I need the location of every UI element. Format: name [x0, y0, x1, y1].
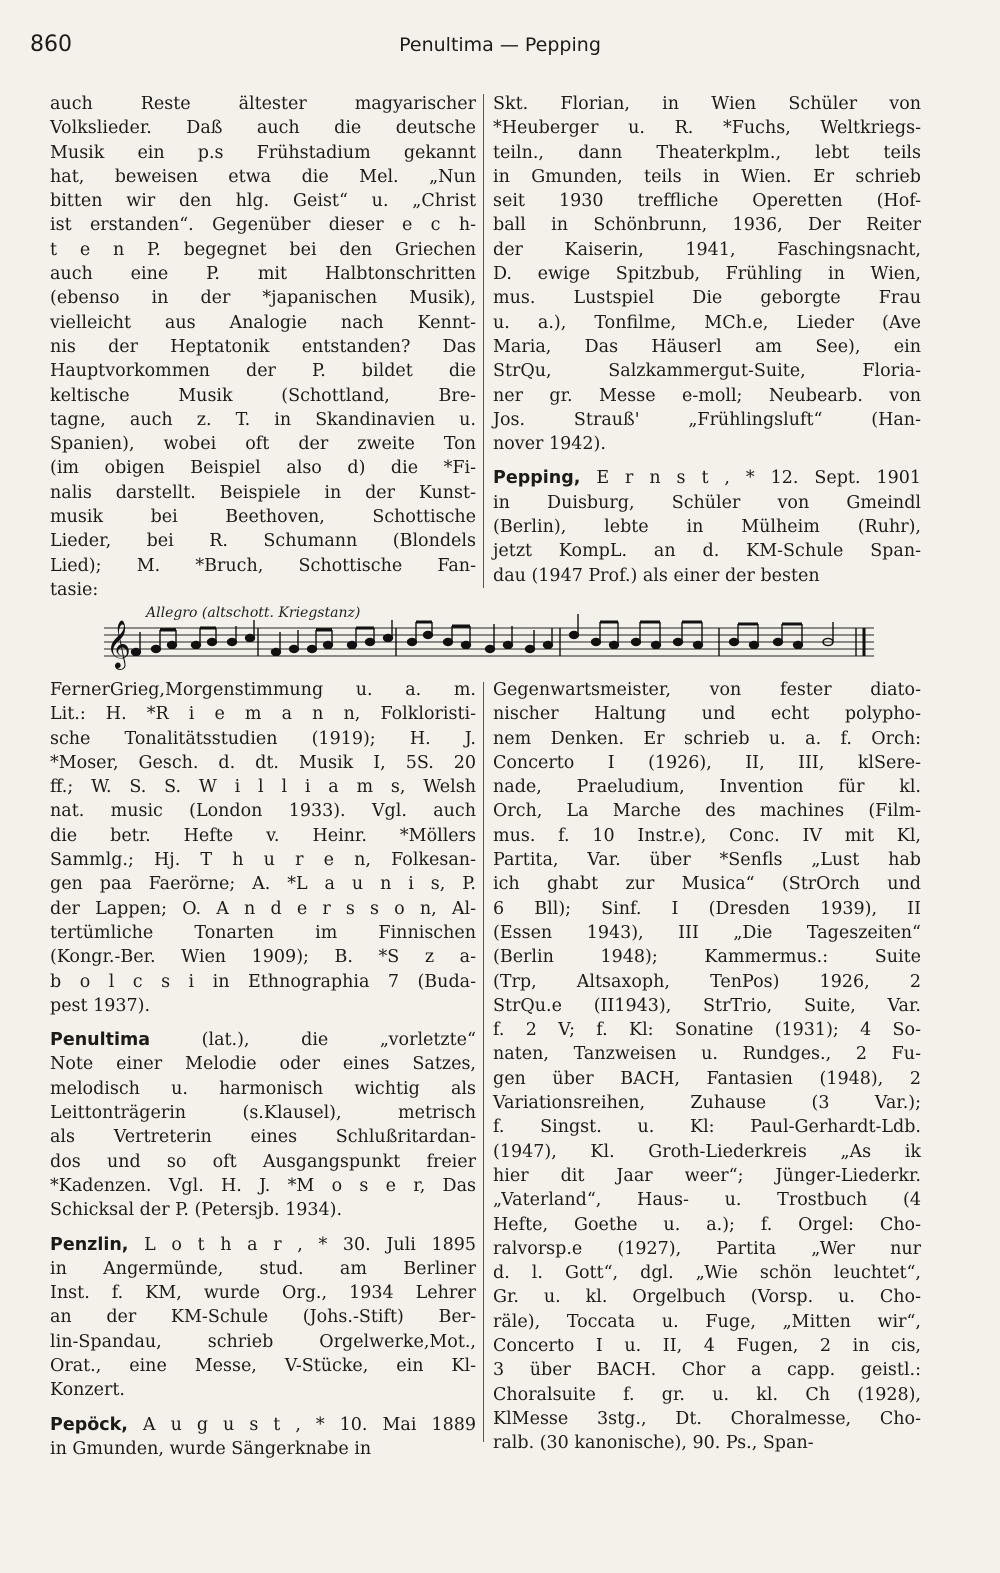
text-line: Volkslieder. Daß auch die deutsche	[50, 118, 476, 139]
text-line: seit 1930 treffliche Operetten (Hof-	[493, 191, 921, 212]
text-line: Skt. Florian, in Wien Schüler von	[493, 94, 921, 114]
entry-headword: Penzlin,	[50, 1234, 129, 1255]
music-example	[104, 600, 876, 674]
text-line: Note einer Melodie oder eines Satzes,	[50, 1054, 476, 1075]
page-number: 860	[30, 32, 72, 57]
text-line: nat. music (London 1933). Vgl. auch	[50, 801, 476, 822]
text-line: Musik ein p.s Frühstadium gekannt	[50, 142, 476, 163]
text-line: ff.; W. S. S. W i l l i a m s, Welsh	[50, 777, 476, 798]
text-line: (Berlin 1948); Kammermus.: Suite	[493, 947, 921, 968]
text-line: (Trp, Altsaxoph, TenPos) 1926, 2	[493, 971, 921, 992]
text-line: Concerto I u. II, 4 Fugen, 2 in cis,	[493, 1336, 921, 1357]
text-line: Konzert.	[50, 1380, 125, 1401]
text-line: hier dit Jaar weer“; Jünger-Liederkr.	[493, 1165, 921, 1186]
text-line: Gr. u. kl. Orgelbuch (Vorsp. u. Cho-	[493, 1287, 921, 1308]
text-line: die betr. Hefte v. Heinr. *Möllers	[50, 825, 476, 846]
text-line: D. ewige Spitzbub, Frühling in Wien,	[493, 264, 921, 285]
text-line: *Kadenzen. Vgl. H. J. *M o s e r, Das	[50, 1175, 476, 1196]
entry-first-line	[493, 466, 921, 490]
text-line: teiln., dann Theaterkplm., lebt teils	[493, 142, 921, 163]
text-line: (im obigen Beispiel also d) die *Fi-	[50, 458, 476, 479]
text-line: Leittonträgerin (s.Klausel), metrisch	[50, 1103, 476, 1124]
entry-pepping	[493, 466, 921, 587]
text-line: Hefte, Goethe u. a.); f. Orgel: Cho-	[493, 1214, 921, 1235]
text-line: Sammlg.; Hj. T h u r e n, Folkesan-	[50, 850, 476, 871]
column-right-top	[493, 92, 921, 588]
text-line: an der KM-Schule (Johs.-Stift) Ber-	[50, 1307, 476, 1328]
text-line: hat, beweisen etwa die Mel. „Nun	[50, 166, 476, 187]
text-line: 6 Bll); Sinf. I (Dresden 1939), II	[493, 898, 921, 919]
text-line: vielleicht aus Analogie nach Kennt-	[50, 312, 476, 333]
entry-first-line	[50, 1233, 476, 1257]
text-line: mus. Lustspiel Die geborgte Frau	[493, 288, 921, 309]
text-line: pest 1937).	[50, 995, 151, 1016]
text-line: Concerto I (1926), II, III, klSere-	[493, 752, 921, 773]
text-line: KlMesse 3stg., Dt. Choralmesse, Cho-	[493, 1408, 921, 1429]
text-line: musik bei Beethoven, Schottische	[50, 507, 476, 528]
entry-headword: Penultima	[50, 1030, 151, 1051]
text-line: der Kaiserin, 1941, Faschingsnacht,	[493, 239, 921, 260]
text-line: in Duisburg, Schüler von Gmeindl	[493, 492, 921, 513]
text-line: ner gr. Messe e-moll; Neubearb. von	[493, 385, 921, 406]
tempo-marking: Allegro (altschott. Kriegstanz)	[146, 605, 361, 621]
text-line: StrQu, Salzkammergut-Suite, Floria-	[493, 361, 921, 382]
text-line: Inst. f. KM, wurde Org., 1934 Lehrer	[50, 1283, 476, 1304]
column-divider-bottom	[483, 682, 484, 1442]
text-line: jetzt KompL. an d. KM-Schule Span-	[493, 541, 921, 562]
text-line: Schicksal der P. (Petersjb. 1934).	[50, 1200, 343, 1221]
text-line: räle), Toccata u. Fuge, „Mitten wir“,	[493, 1311, 921, 1332]
text-line: t e n P. begegnet bei den Griechen	[50, 239, 476, 260]
text-line: mus. f. 10 Instr.e), Conc. IV mit Kl,	[493, 825, 921, 846]
entry-headword: Pepöck,	[50, 1414, 128, 1435]
text-line: ralb. (30 kanonische), 90. Ps., Span-	[493, 1433, 814, 1454]
text-line: nover 1942).	[493, 434, 606, 455]
text-line: Orat., eine Messe, V-Stücke, ein Kl-	[50, 1356, 476, 1377]
treble-clef-icon: 𝄞	[106, 619, 131, 668]
text-line: sche Tonalitätsstudien (1919); H. J.	[50, 728, 476, 749]
column-left-top	[50, 92, 476, 602]
running-head: Penultima — Pepping	[399, 34, 601, 56]
text-line: gen paa Faerörne; A. *L a u n i s, P.	[50, 874, 476, 895]
text-line: der Lappen; O. A n d e r s s o n, Al-	[50, 898, 476, 919]
column-divider-top	[483, 94, 484, 588]
text-line: *Heuberger u. R. *Fuchs, Weltkriegs-	[493, 118, 921, 139]
text-line: ball in Schönbrunn, 1936, Der Reiter	[493, 215, 921, 236]
text-line: nem Denken. Er schrieb u. a. f. Orch:	[493, 728, 921, 749]
entry-first-line-text: (lat.), die „vorletzte“	[201, 1030, 476, 1051]
text-line: Lieder, bei R. Schumann (Blondels	[50, 531, 476, 552]
text-line: in Gmunden, teils in Wien. Er schrieb	[493, 166, 921, 187]
text-line: melodisch u. harmonisch wichtig als	[50, 1078, 476, 1099]
text-line: (1947), Kl. Groth-Liederkreis „As ik	[493, 1141, 921, 1162]
text-line: StrQu.e (II1943), StrTrio, Suite, Var.	[493, 995, 921, 1016]
text-line: f. 2 V; f. Kl: Sonatine (1931); 4 So-	[493, 1020, 921, 1041]
text-line: (Kongr.-Ber. Wien 1909); B. *S z a-	[50, 947, 476, 968]
operetta-text	[493, 92, 921, 456]
text-line: Jos. Strauß' „Frühlingsluft“ (Han-	[493, 409, 921, 430]
literature-text	[50, 678, 476, 1018]
text-line: nalis darstellt. Beispiele in der Kunst-	[50, 482, 476, 503]
text-line: naten, Tanzweisen u. Rundges., 2 Fu-	[493, 1044, 921, 1065]
entry-penzlin	[50, 1233, 476, 1403]
text-line: nade, Praeludium, Invention für kl.	[493, 777, 921, 798]
text-line: keltische Musik (Schottland, Bre-	[50, 385, 476, 406]
text-line: Lied); M. *Bruch, Schottische Fan-	[50, 555, 476, 576]
text-line: nischer Haltung und echt polypho-	[493, 704, 921, 725]
text-line: in Angermünde, stud. am Berliner	[50, 1258, 476, 1279]
text-line: *Moser, Gesch. d. dt. Musik I, 5S. 20	[50, 752, 476, 773]
text-line: (Berlin), lebte in Mülheim (Ruhr),	[493, 517, 921, 538]
text-line: lin-Spandau, schrieb Orgelwerke,Mot.,	[50, 1331, 476, 1352]
text-line: (ebenso in der *japanischen Musik),	[50, 288, 476, 309]
text-line: Choralsuite f. gr. u. kl. Ch (1928),	[493, 1384, 921, 1405]
text-line: tertümliche Tonarten im Finnischen	[50, 922, 476, 943]
entry-first-line-text: A u g u s t , * 10. Mai 1889	[142, 1414, 476, 1435]
text-line: dos und so oft Ausgangspunkt freier	[50, 1151, 476, 1172]
text-line: tasie:	[50, 579, 99, 600]
text-line: Partita, Var. über *Senfls „Lust hab	[493, 850, 921, 871]
text-line: tagne, auch z. T. in Skandinavien u.	[50, 409, 476, 430]
column-right-bottom	[493, 678, 921, 1456]
text-line: Gegenwartsmeister, von fester diato-	[493, 680, 921, 700]
text-line: Maria, Das Häuserl am See), ein	[493, 336, 921, 357]
text-line: Hauptvorkommen der P. bildet die	[50, 361, 476, 382]
text-line: b o l c s i in Ethnographia 7 (Buda-	[50, 971, 476, 992]
entry-first-line-text: L o t h a r , * 30. Juli 1895	[144, 1234, 476, 1255]
text-line: gen über BACH, Fantasien (1948), 2	[493, 1068, 921, 1089]
text-line: ist erstanden“. Gegenüber dieser e c h-	[50, 215, 476, 236]
entry-penultima	[50, 1028, 476, 1222]
text-line: auch Reste ältester magyarischer	[50, 94, 476, 114]
text-line: dau (1947 Prof.) als einer der besten	[493, 565, 820, 586]
text-line: u. a.), Tonfilme, MCh.e, Lieder (Ave	[493, 312, 921, 333]
entry-first-line	[50, 1413, 476, 1437]
text-line: d. l. Gott“, dgl. „Wie schön leuchtet“,	[493, 1263, 921, 1284]
entry-pepoeck	[50, 1413, 476, 1462]
text-line: ich ghabt zur Musica“ (StrOrch und	[493, 874, 921, 895]
text-line: in Gmunden, wurde Sängerknabe in	[50, 1438, 372, 1459]
text-line: auch eine P. mit Halbtonschritten	[50, 264, 476, 285]
column-left-bottom	[50, 678, 476, 1461]
text-line: f. Singst. u. Kl: Paul-Gerhardt-Ldb.	[493, 1117, 921, 1138]
text-line: Orch, La Marche des machines (Film-	[493, 801, 921, 822]
text-line: Variationsreihen, Zuhause (3 Var.);	[493, 1093, 921, 1114]
text-line: bitten wir den hlg. Geist“ u. „Christ	[50, 191, 476, 212]
entry-headword: Pepping,	[493, 468, 581, 489]
text-line: (Essen 1943), III „Die Tageszeiten“	[493, 922, 921, 943]
text-line: Spanien), wobei oft der zweite Ton	[50, 434, 476, 455]
text-line: nis der Heptatonik entstanden? Das	[50, 336, 476, 357]
text-line: Lit.: H. *R i e m a n n, Folkloristi-	[50, 704, 476, 725]
text-line: „Vaterland“, Haus- u. Trostbuch (4	[493, 1190, 921, 1211]
text-line: als Vertreterin eines Schlußritardan-	[50, 1127, 476, 1148]
text-line: FernerGrieg,Morgenstimmung u. a. m.	[50, 680, 476, 700]
text-line: ralvorsp.e (1927), Partita „Wer nur	[493, 1238, 921, 1259]
entry-first-line-text: E r n s t , * 12. Sept. 1901	[596, 468, 921, 489]
entry-first-line	[50, 1028, 476, 1052]
text-line: 3 über BACH. Chor a capp. geistl.:	[493, 1360, 921, 1381]
